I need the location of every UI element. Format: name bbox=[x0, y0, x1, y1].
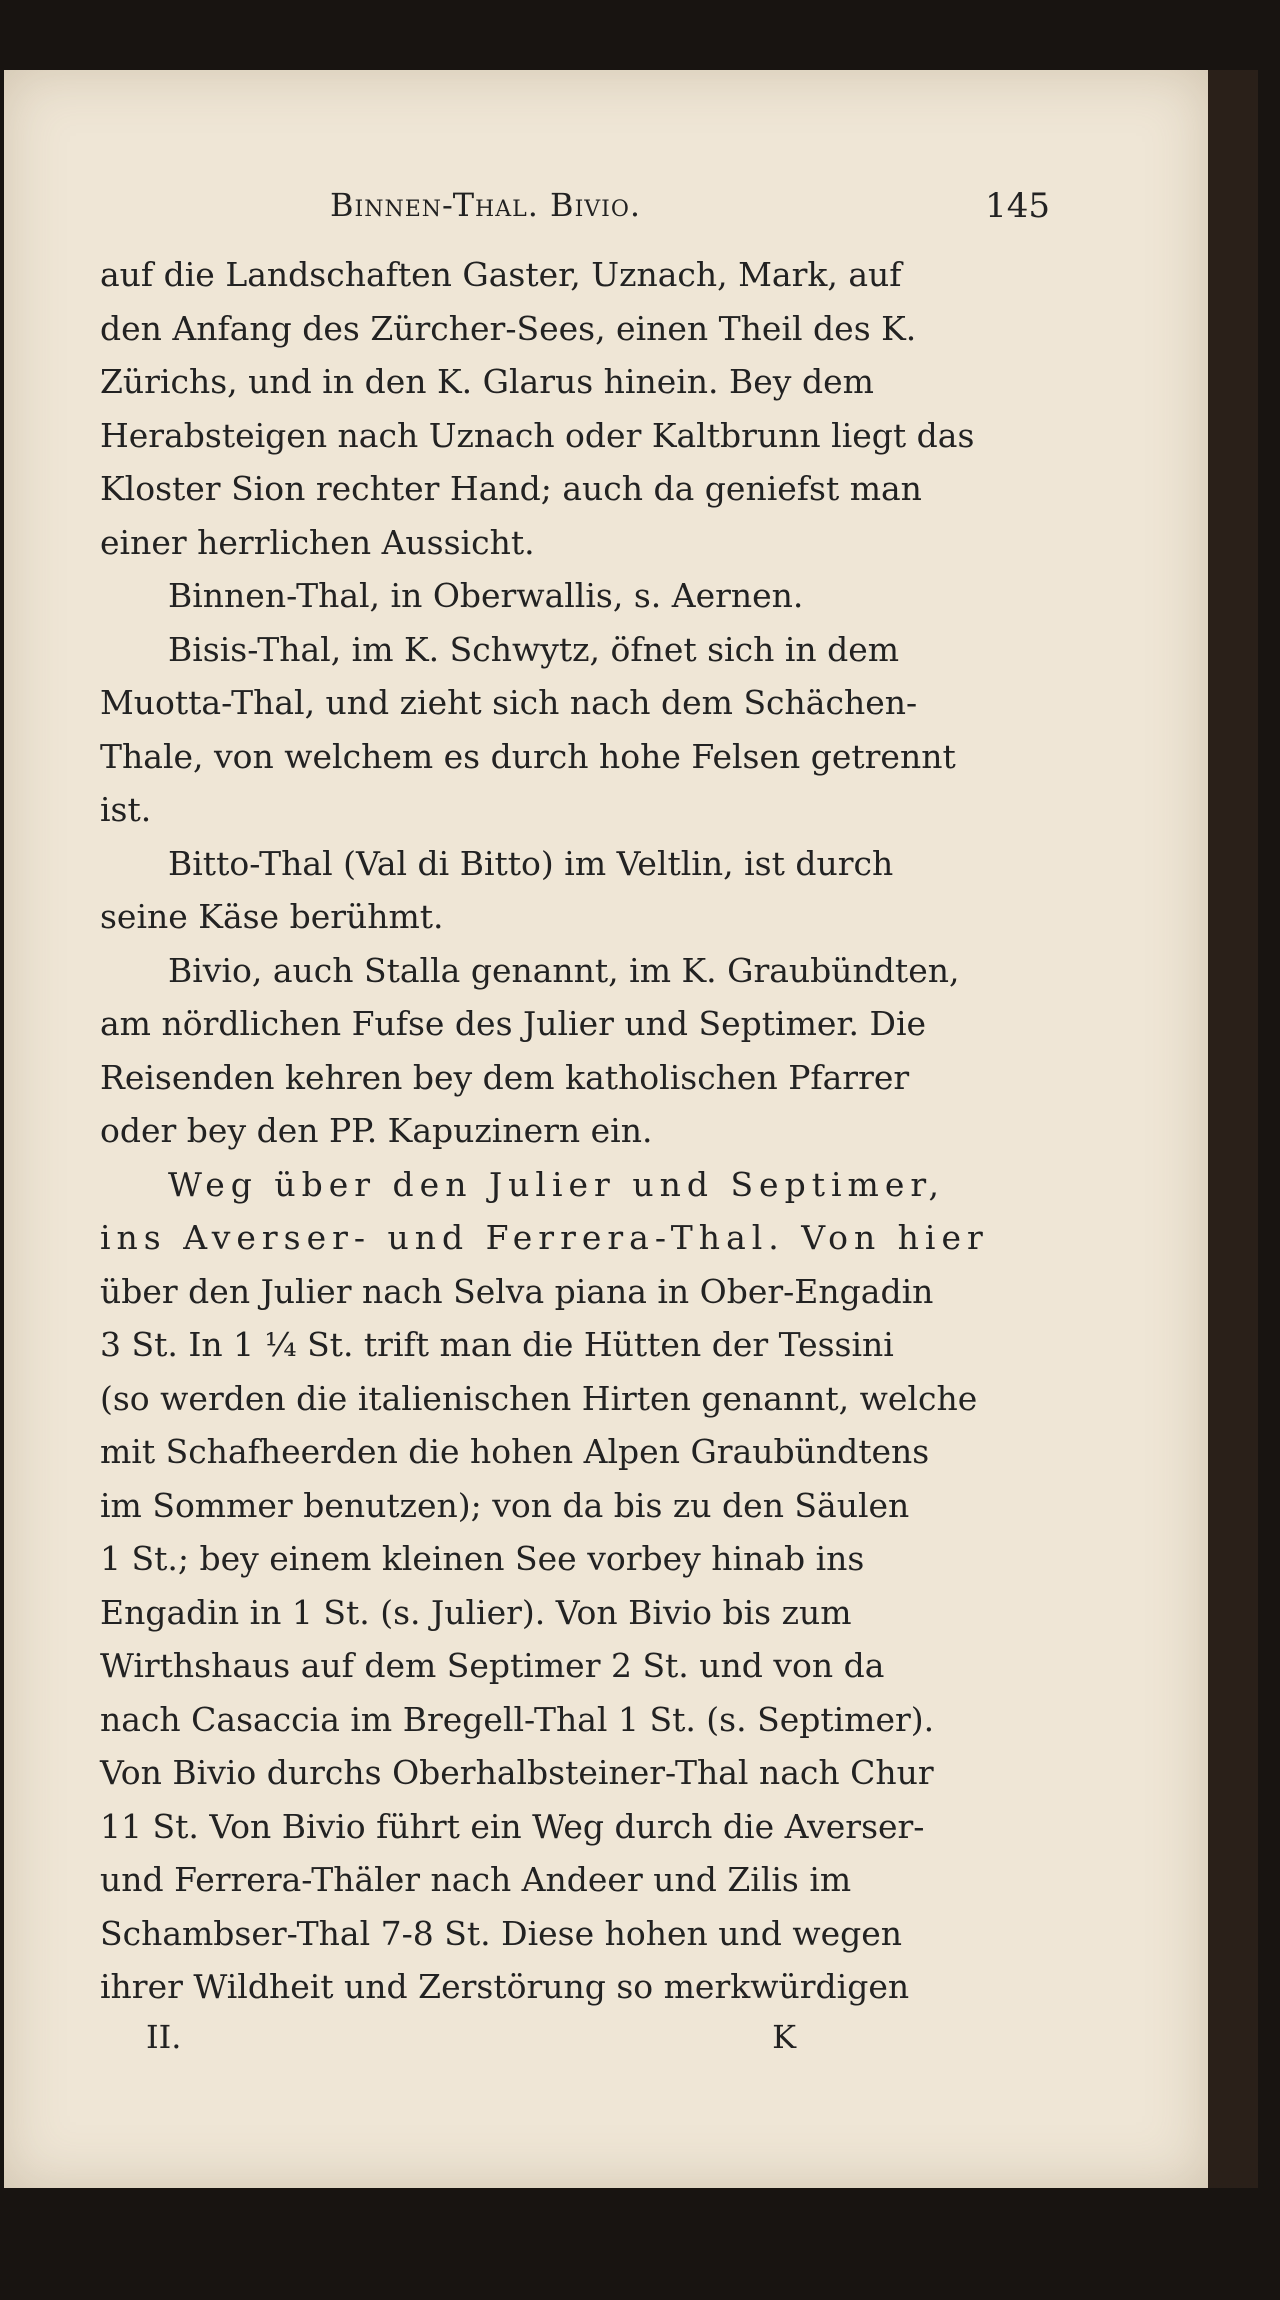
text-line: seine Käse berühmt. bbox=[100, 897, 444, 936]
text-line: nach Casaccia im Bregell-Thal 1 St. (s. Septimer). bbox=[100, 1699, 935, 1739]
body-text bbox=[100, 248, 1040, 2014]
text-line: Zürichs, und in den K. Glarus hinein. Bey dem bbox=[100, 362, 874, 401]
page-footer bbox=[146, 2018, 796, 2058]
route-heading: Weg über den Julier und Septimer, bbox=[168, 1164, 945, 1204]
text-line: 1 St.; bey einem kleinen See vorbey hinab ins bbox=[100, 1539, 865, 1578]
entry-bisis-thal: Bisis-Thal, im K. Schwytz, öfnet sich in dem bbox=[168, 629, 900, 669]
text-line: 3 St. In 1 ¼ St. trift man die Hütten der Tessini bbox=[100, 1325, 894, 1364]
text-line: Herabsteigen nach Uznach oder Kaltbrunn liegt das bbox=[100, 415, 975, 455]
text-line: Schambser-Thal 7-8 St. Diese hohen und wegen bbox=[100, 1913, 903, 1953]
running-title: Binnen-Thal. Bivio. bbox=[330, 186, 642, 224]
book-spine-edge bbox=[1208, 70, 1258, 2188]
text-line: mit Schafheerden die hohen Alpen Graubündtens bbox=[100, 1432, 930, 1471]
text-line: Wirthshaus auf dem Septimer 2 St. und von da bbox=[100, 1646, 885, 1685]
entry-bitto-thal: Bitto-Thal (Val di Bitto) im Veltlin, ist durch bbox=[168, 843, 894, 883]
quire-mark: K bbox=[772, 2018, 796, 2056]
text-line: über den Julier nach Selva piana in Ober-Engadin bbox=[100, 1271, 934, 1311]
text-line: Engadin in 1 St. (s. Julier). Von Bivio bis zum bbox=[100, 1592, 852, 1632]
page-header bbox=[330, 186, 1050, 236]
text-line: oder bey den PP. Kapuzinern ein. bbox=[100, 1111, 653, 1150]
text-line: einer herrlichen Aussicht. bbox=[100, 522, 535, 562]
route-heading-cont: ins Averser- und Ferrera-Thal. Von hier bbox=[100, 1218, 989, 1257]
text-line: (so werden die italienischen Hirten genannt, welche bbox=[100, 1378, 978, 1418]
text-line: ist. bbox=[100, 790, 152, 829]
text-line: Von Bivio durchs Oberhalbsteiner-Thal nach Chur bbox=[100, 1753, 934, 1792]
text-line: Muotta-Thal, und zieht sich nach dem Schächen- bbox=[100, 683, 918, 722]
text-line: im Sommer benutzen); von da bis zu den Säulen bbox=[100, 1485, 910, 1525]
text-line: den Anfang des Zürcher-Sees, einen Theil des K. bbox=[100, 308, 917, 348]
text-line: 11 St. Von Bivio führt ein Weg durch die Averser- bbox=[100, 1806, 925, 1846]
text-line: und Ferrera-Thäler nach Andeer und Zilis im bbox=[100, 1860, 852, 1899]
entry-binnen-thal: Binnen-Thal, in Oberwallis, s. Aernen. bbox=[168, 576, 804, 615]
text-line: Reisenden kehren bey dem katholischen Pfarrer bbox=[100, 1057, 910, 1097]
text-line: auf die Landschaften Gaster, Uznach, Mark, auf bbox=[100, 255, 902, 294]
text-line: Thale, von welchem es durch hohe Felsen getrennt bbox=[100, 736, 956, 776]
page-number: 145 bbox=[985, 186, 1050, 226]
text-line: Kloster Sion rechter Hand; auch da geniefst man bbox=[100, 469, 922, 508]
entry-bivio: Bivio, auch Stalla genannt, im K. Graubündten, bbox=[168, 950, 960, 990]
text-line: am nördlichen Fufse des Julier und Septimer. Die bbox=[100, 1004, 927, 1043]
text-line: ihrer Wildheit und Zerstörung so merkwürdigen bbox=[100, 1967, 910, 2006]
volume-signature: II. bbox=[146, 2018, 182, 2056]
